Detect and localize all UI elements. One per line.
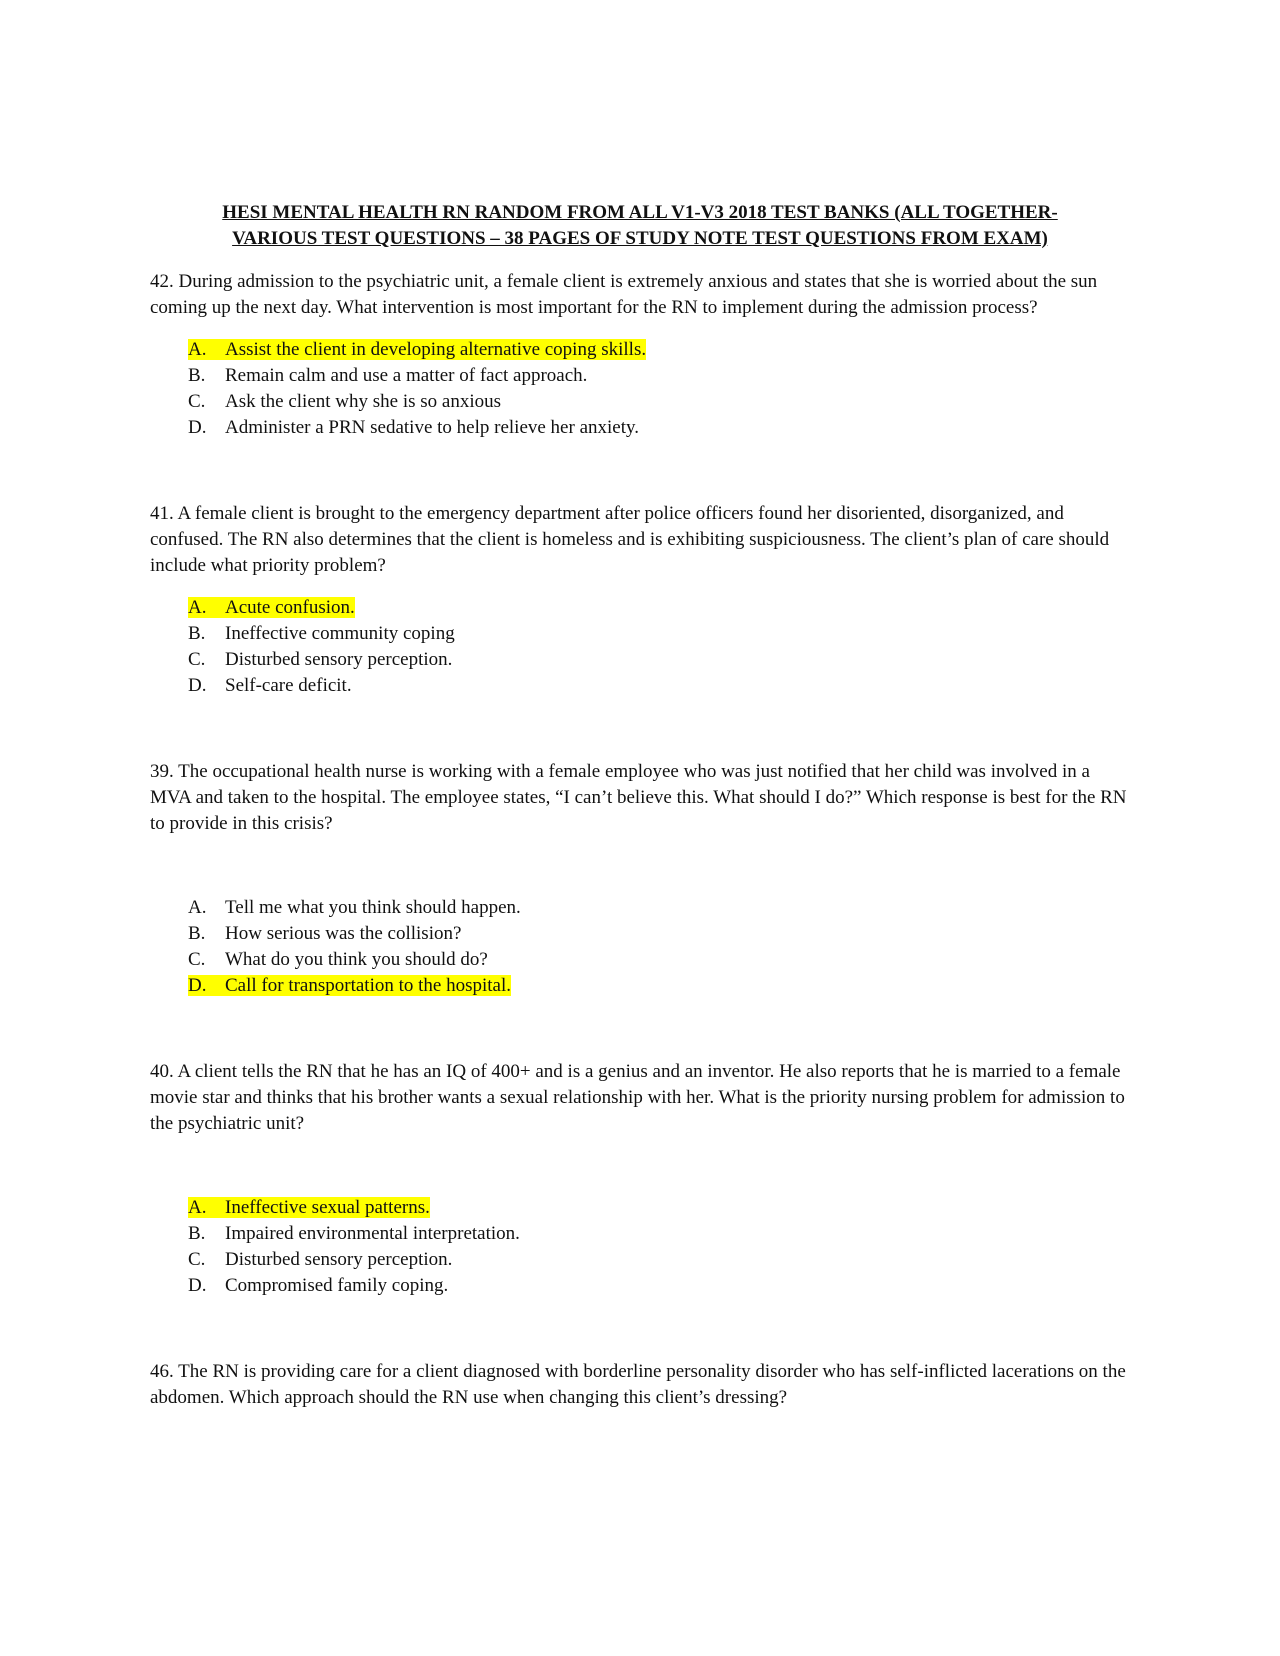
option-text: Assist the client in developing alternative coping skills. (225, 339, 647, 360)
answer-options (150, 1195, 1130, 1299)
option-letter: A. (188, 897, 207, 918)
answer-option (188, 921, 1130, 947)
option-text: Ineffective community coping (225, 623, 455, 644)
option-letter: B. (188, 1223, 206, 1244)
option-letter: A. (188, 1197, 207, 1218)
option-letter: D. (188, 417, 207, 438)
answer-highlight (188, 975, 511, 996)
question-text: 42. During admission to the psychiatric unit, a female client is extremely anxious and states that she is worried about the sun coming up the next day. What intervention is most important for the RN to implement during the admission process? (150, 271, 1098, 318)
answer-option (188, 595, 1130, 621)
question-block (150, 501, 1130, 699)
answer-highlight (188, 597, 355, 618)
question-text: 40. A client tells the RN that he has an IQ of 400+ and is a genius and an inventor. He also reports that he is married to a female movie star and thinks that his brother wants a sexual relationship with her. What is the priority nursing problem for admission to the psychiatric unit? (150, 1061, 1125, 1134)
question-block (150, 269, 1130, 441)
answer-options (150, 595, 1130, 699)
answer-option (188, 1195, 1130, 1221)
option-letter: B. (188, 923, 206, 944)
question-block (150, 759, 1130, 999)
option-text: Call for transportation to the hospital. (225, 975, 512, 996)
option-text: Remain calm and use a matter of fact approach. (225, 365, 588, 386)
option-letter: C. (188, 1249, 206, 1270)
answer-option (188, 1273, 1130, 1299)
option-text: Disturbed sensory perception. (225, 649, 453, 670)
answer-option (188, 1247, 1130, 1273)
option-letter: C. (188, 949, 206, 970)
answer-option (188, 363, 1130, 389)
option-text: Ask the client why she is so anxious (225, 391, 502, 412)
title-line-2: VARIOUS TEST QUESTIONS – 38 PAGES OF STUDY NOTE TEST QUESTIONS FROM EXAM) (232, 228, 1048, 249)
answer-option (188, 895, 1130, 921)
question-block (150, 1359, 1130, 1411)
option-letter: D. (188, 1275, 207, 1296)
answer-option (188, 415, 1130, 441)
answer-option (188, 947, 1130, 973)
option-letter: D. (188, 675, 207, 696)
option-text: Disturbed sensory perception. (225, 1249, 453, 1270)
answer-option (188, 673, 1130, 699)
question-text: 41. A female client is brought to the emergency department after police officers found her disoriented, disorganized, and confused. The RN also determines that the client is homeless and is exhibiting suspiciousness. The client’s plan of care should include what priority problem? (150, 503, 1110, 576)
answer-options (150, 337, 1130, 441)
answer-highlight (188, 1197, 430, 1218)
answer-option (188, 1221, 1130, 1247)
option-text: Compromised family coping. (225, 1275, 449, 1296)
option-text: Ineffective sexual patterns. (225, 1197, 430, 1218)
option-text: Impaired environmental interpretation. (225, 1223, 520, 1244)
option-letter: B. (188, 623, 206, 644)
answer-option (188, 973, 1130, 999)
option-letter: A. (188, 339, 207, 360)
option-text: Tell me what you think should happen. (225, 897, 521, 918)
question-block (150, 1059, 1130, 1299)
answer-highlight (188, 339, 646, 360)
option-letter: A. (188, 597, 207, 618)
option-text: What do you think you should do? (225, 949, 488, 970)
option-letter: B. (188, 365, 206, 386)
option-text: Self-care deficit. (225, 675, 352, 696)
answer-option (188, 621, 1130, 647)
option-text: How serious was the collision? (225, 923, 462, 944)
answer-option (188, 389, 1130, 415)
document-title (150, 200, 1130, 252)
option-letter: C. (188, 391, 206, 412)
option-letter: C. (188, 649, 206, 670)
option-text: Administer a PRN sedative to help relieve her anxiety. (225, 417, 640, 438)
answer-option (188, 647, 1130, 673)
answer-option (188, 337, 1130, 363)
question-text: 46. The RN is providing care for a client diagnosed with borderline personality disorder who has self-inflicted lacerations on the abdomen. Which approach should the RN use when changing this client’s dressing? (150, 1361, 1126, 1408)
document-page (150, 200, 1130, 1411)
option-letter: D. (188, 975, 207, 996)
question-text: 39. The occupational health nurse is working with a female employee who was just notified that her child was involved in a MVA and taken to the hospital. The employee states, “I can’t believe this. What should I do?” Which response is best for the RN to provide in this crisis? (150, 761, 1127, 834)
title-line-1: HESI MENTAL HEALTH RN RANDOM FROM ALL V1-V3 2018 TEST BANKS (ALL TOGETHER- (222, 202, 1058, 223)
option-text: Acute confusion. (225, 597, 355, 618)
answer-options (150, 895, 1130, 999)
